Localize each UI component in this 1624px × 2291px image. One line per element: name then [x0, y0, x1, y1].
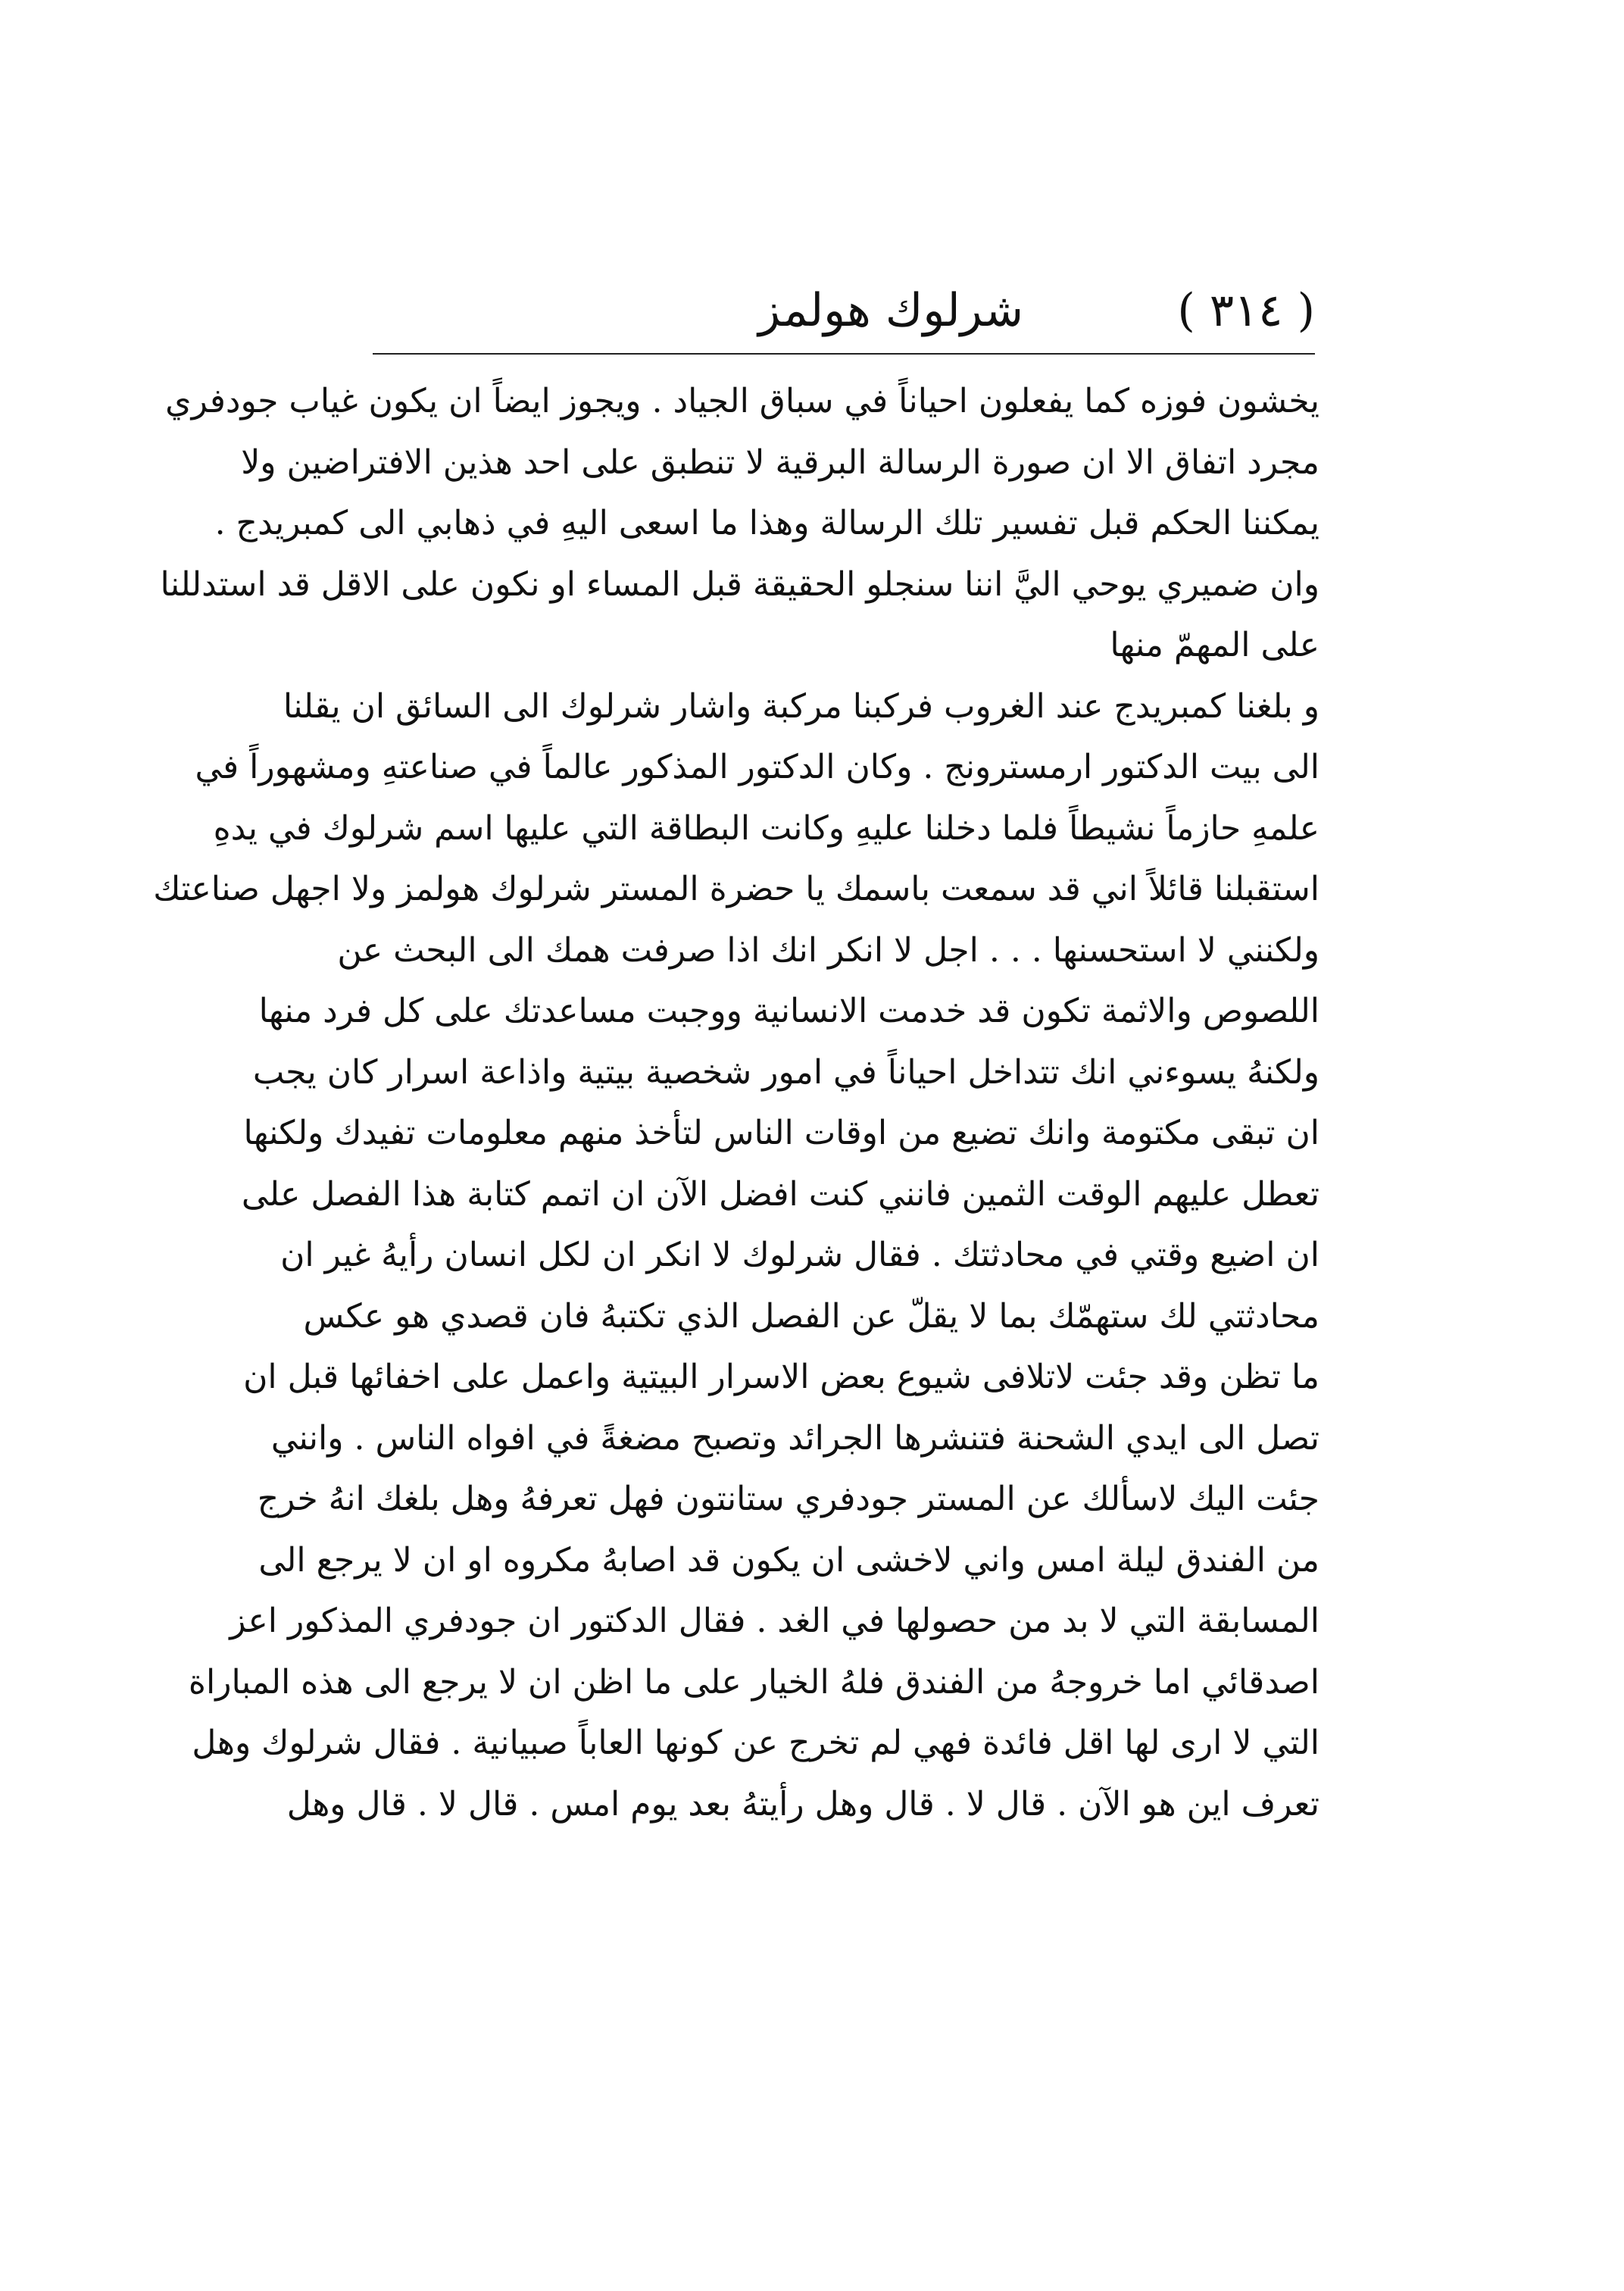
text-line: ان تبقى مكتومة وانك تضيع من اوقات الناس لتأخذ منهم معلومات تفيدك ولكنها	[243, 1114, 1320, 1152]
text-line: ان اضيع وقتي في محادثتك . فقال شرلوك لا انكر ان لكل انسان رأيهُ غير ان	[280, 1236, 1320, 1274]
text-line: و بلغنا كمبريدج عند الغروب فركبنا مركبة واشار شرلوك الى السائق ان يقلنا	[283, 686, 1320, 726]
text-line: تعرف اين هو الآن . قال لا . قال وهل رأيتهُ بعد يوم امس . قال لا . قال وهل	[286, 1784, 1320, 1824]
text-line: يمكننا الحكم قبل تفسير تلك الرسالة وهذا ما اسعى اليهِ في ذهابي الى كمبريدج .	[214, 504, 1320, 542]
text-line: المسابقة التي لا بد من حصولها في الغد . فقال الدكتور ان جودفري المذكور اعز	[230, 1602, 1320, 1640]
text-line: اللصوص والاثمة تكون قد خدمت الانسانية ووجبت مساعدتك على كل فرد منها	[258, 992, 1320, 1030]
body-text	[153, 371, 1320, 1835]
text-line: وان ضميري يوحي اليَّ اننا سنجلو الحقيقة قبل المساء او نكون على الاقل قد استدللنا	[160, 564, 1320, 604]
text-line: مجرد اتفاق الا ان صورة الرسالة البرقية لا تنطبق على احد هذين الافتراضين ولا	[241, 442, 1320, 482]
text-line: محادثتي لك ستهمّك بما لا يقلّ عن الفصل الذي تكتبهُ فان قصدي هو عكس	[303, 1296, 1320, 1336]
text-line: علمهِ حازماً نشيطاً فلما دخلنا عليهِ وكانت البطاقة التي عليها اسم شرلوك في يدهِ	[213, 808, 1320, 848]
text-line: ولكنني لا استحسنها . . . اجل لا انكر انك اذا صرفت همك الى البحث عن	[337, 930, 1320, 970]
text-line: ما تظن وقد جئت لاتلافى شيوع بعض الاسرار البيتية واعمل على اخفائها قبل ان	[243, 1358, 1320, 1396]
page-number: ( ٣١٤ )	[1177, 284, 1315, 337]
running-title: شرلوك هولمز	[758, 284, 1023, 337]
text-line: التي لا ارى لها اقل فائدة فهي لم تخرج عن كونها العاباً صبيانية . فقال شرلوك وهل	[192, 1724, 1320, 1762]
text-line: ولكنهُ يسوءني انك تتداخل احياناً في امور شخصية بيتية واذاعة اسرار كان يجب	[252, 1052, 1320, 1092]
text-line: الى بيت الدكتور ارمسترونج . وكان الدكتور المذكور عالماً في صناعتهِ ومشهوراً في	[195, 748, 1320, 786]
text-line: استقبلنا قائلاً اني قد سمعت باسمك يا حضرة المستر شرلوك هولمز ولا اجهل صناعتك	[153, 870, 1320, 908]
text-line: اصدقائي اما خروجهُ من الفندق فلهُ الخيار على ما اظن ان لا يرجع الى هذه المباراة	[188, 1662, 1320, 1702]
text-line: يخشون فوزه كما يفعلون احياناً في سباق الجياد . ويجوز ايضاً ان يكون غياب جودفري	[165, 382, 1320, 420]
text-line: جئت اليك لاسألك عن المستر جودفري ستانتون فهل تعرفهُ وهل بلغك انهُ خرج	[257, 1480, 1320, 1518]
page-header	[373, 274, 1315, 350]
header-rule	[373, 353, 1315, 355]
text-line: تعطل عليهم الوقت الثمين فانني كنت افضل الآن ان اتمم كتابة هذا الفصل على	[241, 1174, 1320, 1214]
text-line: من الفندق ليلة امس واني لاخشى ان يكون قد اصابهُ مكروه او ان لا يرجع الى	[258, 1540, 1320, 1580]
text-line: تصل الى ايدي الشحنة فتنشرها الجرائد وتصبح مضغةً في افواه الناس . وانني	[270, 1418, 1320, 1458]
text-line: على المهمّ منها	[1110, 626, 1320, 664]
